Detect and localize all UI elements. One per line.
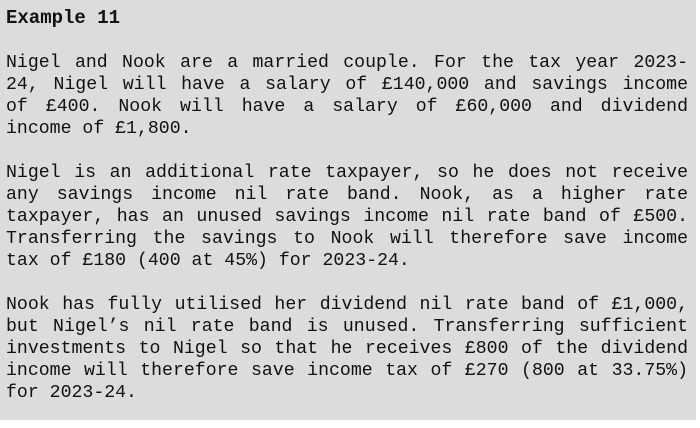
- text-line: any savings income nil rate band. Nook, as a higher rate: [6, 185, 688, 205]
- text-line: income of £1,800.: [6, 119, 192, 139]
- example-title: Example 11: [6, 7, 121, 29]
- paragraph-dividend-transfer: [6, 294, 688, 404]
- text-line: of £400. Nook will have a salary of £60,000 and dividend: [6, 97, 688, 117]
- text-line: 24, Nigel will have a salary of £140,000 and savings income: [6, 75, 688, 95]
- text-line: income will therefore save income tax of £270 (800 at 33.75%): [6, 361, 688, 381]
- text-line: Nigel and Nook are a married couple. For the tax year 2023-: [6, 53, 688, 73]
- paragraph-couple-details: [6, 52, 688, 140]
- text-line: Nigel is an additional rate taxpayer, so he does not receive: [6, 163, 688, 183]
- paragraph-savings-transfer: [6, 162, 688, 272]
- text-line: investments to Nigel so that he receives £800 of the dividend: [6, 339, 688, 359]
- text-line: but Nigel’s nil rate band is unused. Transferring sufficient: [6, 317, 688, 337]
- text-line: taxpayer, has an unused savings income nil rate band of £500.: [6, 207, 688, 227]
- text-line: Transferring the savings to Nook will therefore save income: [6, 229, 688, 249]
- text-line: Nook has fully utilised her dividend nil rate band of £1,000,: [6, 295, 688, 315]
- text-line: for 2023-24.: [6, 383, 137, 403]
- text-line: tax of £180 (400 at 45%) for 2023-24.: [6, 251, 410, 271]
